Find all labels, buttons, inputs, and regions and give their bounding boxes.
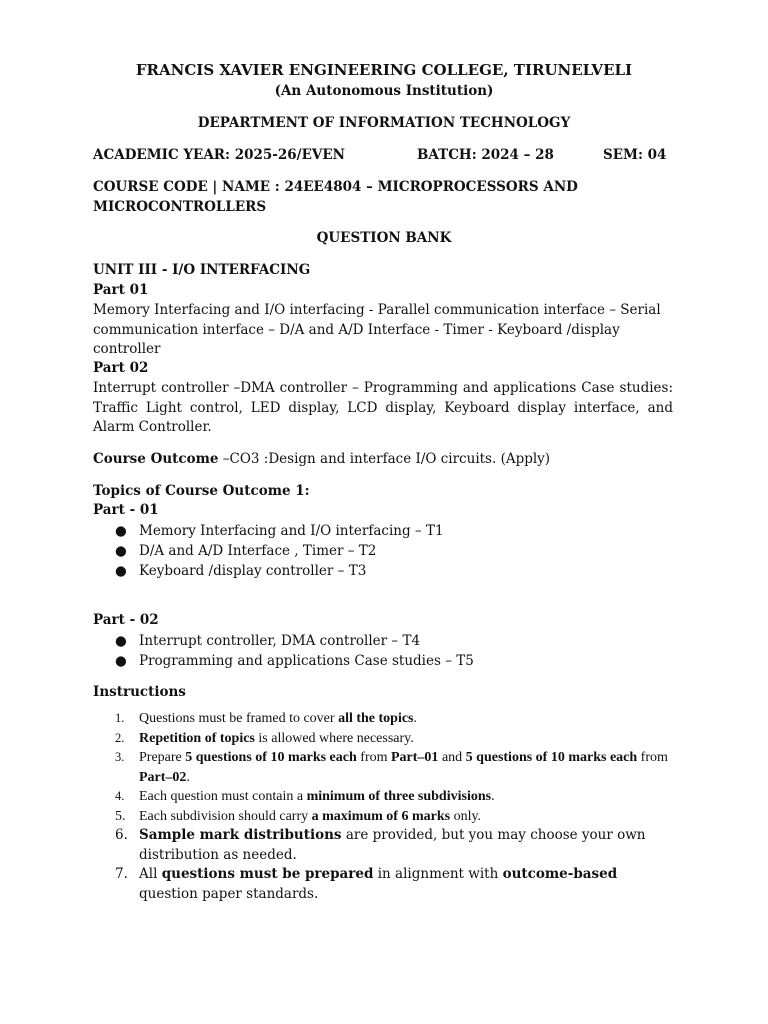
topics-heading: Topics of Course Outcome 1: <box>93 483 310 499</box>
bullet-icon: ● <box>115 633 127 649</box>
instruction-item: 2. Repetition of topics is allowed where necessary. <box>115 730 414 746</box>
bullet-icon: ● <box>115 523 127 539</box>
unit-part1-syllabus: Memory Interfacing and I/O interfacing - Parallel communication interface – Serial communication interface – D/A and A/D Interface - Timer - Keyboard /display controller <box>93 302 661 357</box>
topics-part1-heading: Part - 01 <box>93 502 159 518</box>
instruction-item: 5. Each subdivision should carry a maximum of 6 marks only. <box>115 808 482 824</box>
list-item: ● Programming and applications Case studies – T5 <box>115 653 474 669</box>
document-title: QUESTION BANK <box>316 230 452 246</box>
semester: SEM: 04 <box>603 147 667 163</box>
list-item: ● D/A and A/D Interface , Timer – T2 <box>115 543 377 559</box>
course-outcome-label: Course Outcome <box>93 451 219 467</box>
instructions-list <box>93 709 673 904</box>
topics-part2-heading: Part - 02 <box>93 612 159 628</box>
course-outcome <box>93 451 550 467</box>
list-item: ● Keyboard /display controller – T3 <box>115 563 367 579</box>
unit-title: UNIT III - I/O INTERFACING <box>93 262 311 278</box>
college-name: FRANCIS XAVIER ENGINEERING COLLEGE, TIRUNELVELI <box>135 61 633 79</box>
instruction-item: 6. Sample mark distributions are provided, but you may choose your own distribution as needed. <box>115 827 646 863</box>
instructions-heading: Instructions <box>93 684 186 700</box>
course-outcome-text: –CO3 :Design and interface I/O circuits. (Apply) <box>222 451 551 467</box>
instruction-item: 1. Questions must be framed to cover all the topics. <box>115 711 418 726</box>
bullet-icon: ● <box>115 543 127 559</box>
academic-year: ACADEMIC YEAR: 2025-26/EVEN <box>93 147 345 163</box>
list-item: ● Memory Interfacing and I/O interfacing – T1 <box>115 523 444 539</box>
unit-part2-syllabus: Interrupt controller –DMA controller – Programming and applications Case studies: Traffic Light control, LED display, LCD display, Keyboard display interface, and Alarm Controller. <box>93 380 673 435</box>
topics-part2-list <box>93 631 673 671</box>
unit-part2-heading: Part 02 <box>93 360 149 376</box>
batch: BATCH: 2024 – 28 <box>417 147 554 163</box>
list-item: ● Interrupt controller, DMA controller – T4 <box>115 633 421 649</box>
institution-type: (An Autonomous Institution) <box>274 83 494 99</box>
instruction-item: 4. Each question must contain a minimum of three subdivisions. <box>115 789 495 804</box>
bullet-icon: ● <box>115 653 127 669</box>
instruction-item: 3. Prepare 5 questions of 10 marks each from Part–01 and 5 questions of 10 marks each from Part–02. <box>115 750 668 785</box>
instruction-item: 7. All questions must be prepared in alignment with outcome-based question paper standards. <box>115 866 618 902</box>
course-code-line2: MICROCONTROLLERS <box>93 199 267 215</box>
course-code-line1: COURSE CODE | NAME : 24EE4804 – MICROPROCESSORS AND <box>93 179 578 195</box>
unit-part1-heading: Part 01 <box>93 282 149 298</box>
topics-part1-list <box>93 521 673 581</box>
department-name: DEPARTMENT OF INFORMATION TECHNOLOGY <box>197 115 571 131</box>
bullet-icon: ● <box>115 563 127 579</box>
